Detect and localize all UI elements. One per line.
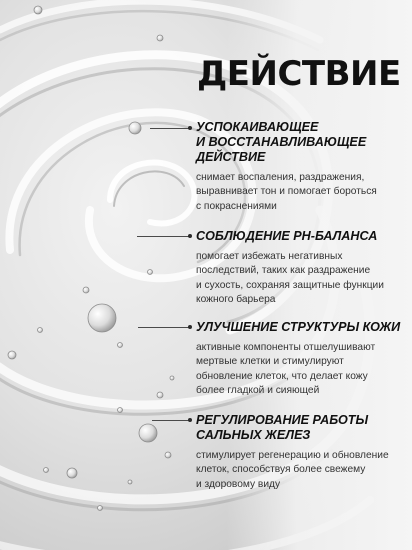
connector-line-4 xyxy=(152,420,190,421)
connector-line-3 xyxy=(138,327,190,328)
benefit-skin-structure xyxy=(196,320,408,399)
connector-dot-2 xyxy=(188,234,192,238)
benefit-soothing xyxy=(196,120,408,214)
connector-dot-4 xyxy=(188,418,192,422)
benefit-sebum-regulation xyxy=(196,413,408,492)
description-line: стимулирует регенерацию и обновление xyxy=(196,450,389,461)
description-line: более гладкой и сияющей xyxy=(196,385,320,397)
benefit-heading xyxy=(196,229,408,244)
description-line: кожного барьера xyxy=(196,294,276,306)
description-line: клеток, способствуя более свежему xyxy=(196,464,366,476)
connector-dot-3 xyxy=(188,325,192,329)
heading-line: УСПОКАИВАЮЩЕЕ xyxy=(196,120,319,134)
description-line: и сухость, сохраняя защитные функции xyxy=(196,279,384,291)
description-line: снимает воспаления, раздражения, xyxy=(196,172,365,183)
page-title: ДЕЙСТВИЕ xyxy=(197,54,401,94)
benefit-ph-balance xyxy=(196,229,408,308)
heading-line: ДЕЙСТВИЕ xyxy=(196,150,266,164)
connector-dot-1 xyxy=(188,126,192,130)
description-line: помогает избежать негативных xyxy=(196,251,343,262)
benefit-description xyxy=(196,250,408,308)
heading-line: И ВОССТАНАВЛИВАЮЩЕЕ xyxy=(196,135,367,149)
benefit-heading xyxy=(196,320,408,335)
connector-line-2 xyxy=(137,236,190,237)
benefit-description xyxy=(196,171,408,214)
connector-line-1 xyxy=(150,128,190,129)
description-line: обновление клеток, что делает кожу xyxy=(196,370,368,382)
heading-line: РЕГУЛИРОВАНИЕ РАБОТЫ xyxy=(196,413,369,427)
description-line: выравнивает тон и помогает бороться xyxy=(196,186,377,198)
description-line: и здоровому виду xyxy=(196,478,281,490)
description-line: активные компоненты отшелушивают xyxy=(196,342,376,353)
heading-line: СОБЛЮДЕНИЕ PH-БАЛАНСА xyxy=(196,229,378,243)
benefit-heading xyxy=(196,413,408,443)
description-line: последствий, таких как раздражение xyxy=(196,265,371,277)
benefit-description xyxy=(196,449,408,492)
benefit-heading xyxy=(196,120,408,165)
description-line: с покраснениями xyxy=(196,200,277,212)
benefit-description xyxy=(196,341,408,399)
heading-line: УЛУЧШЕНИЕ СТРУКТУРЫ КОЖИ xyxy=(196,320,401,334)
description-line: мертвые клетки и стимулируют xyxy=(196,356,344,368)
heading-line: САЛЬНЫХ ЖЕЛЕЗ xyxy=(196,428,311,442)
